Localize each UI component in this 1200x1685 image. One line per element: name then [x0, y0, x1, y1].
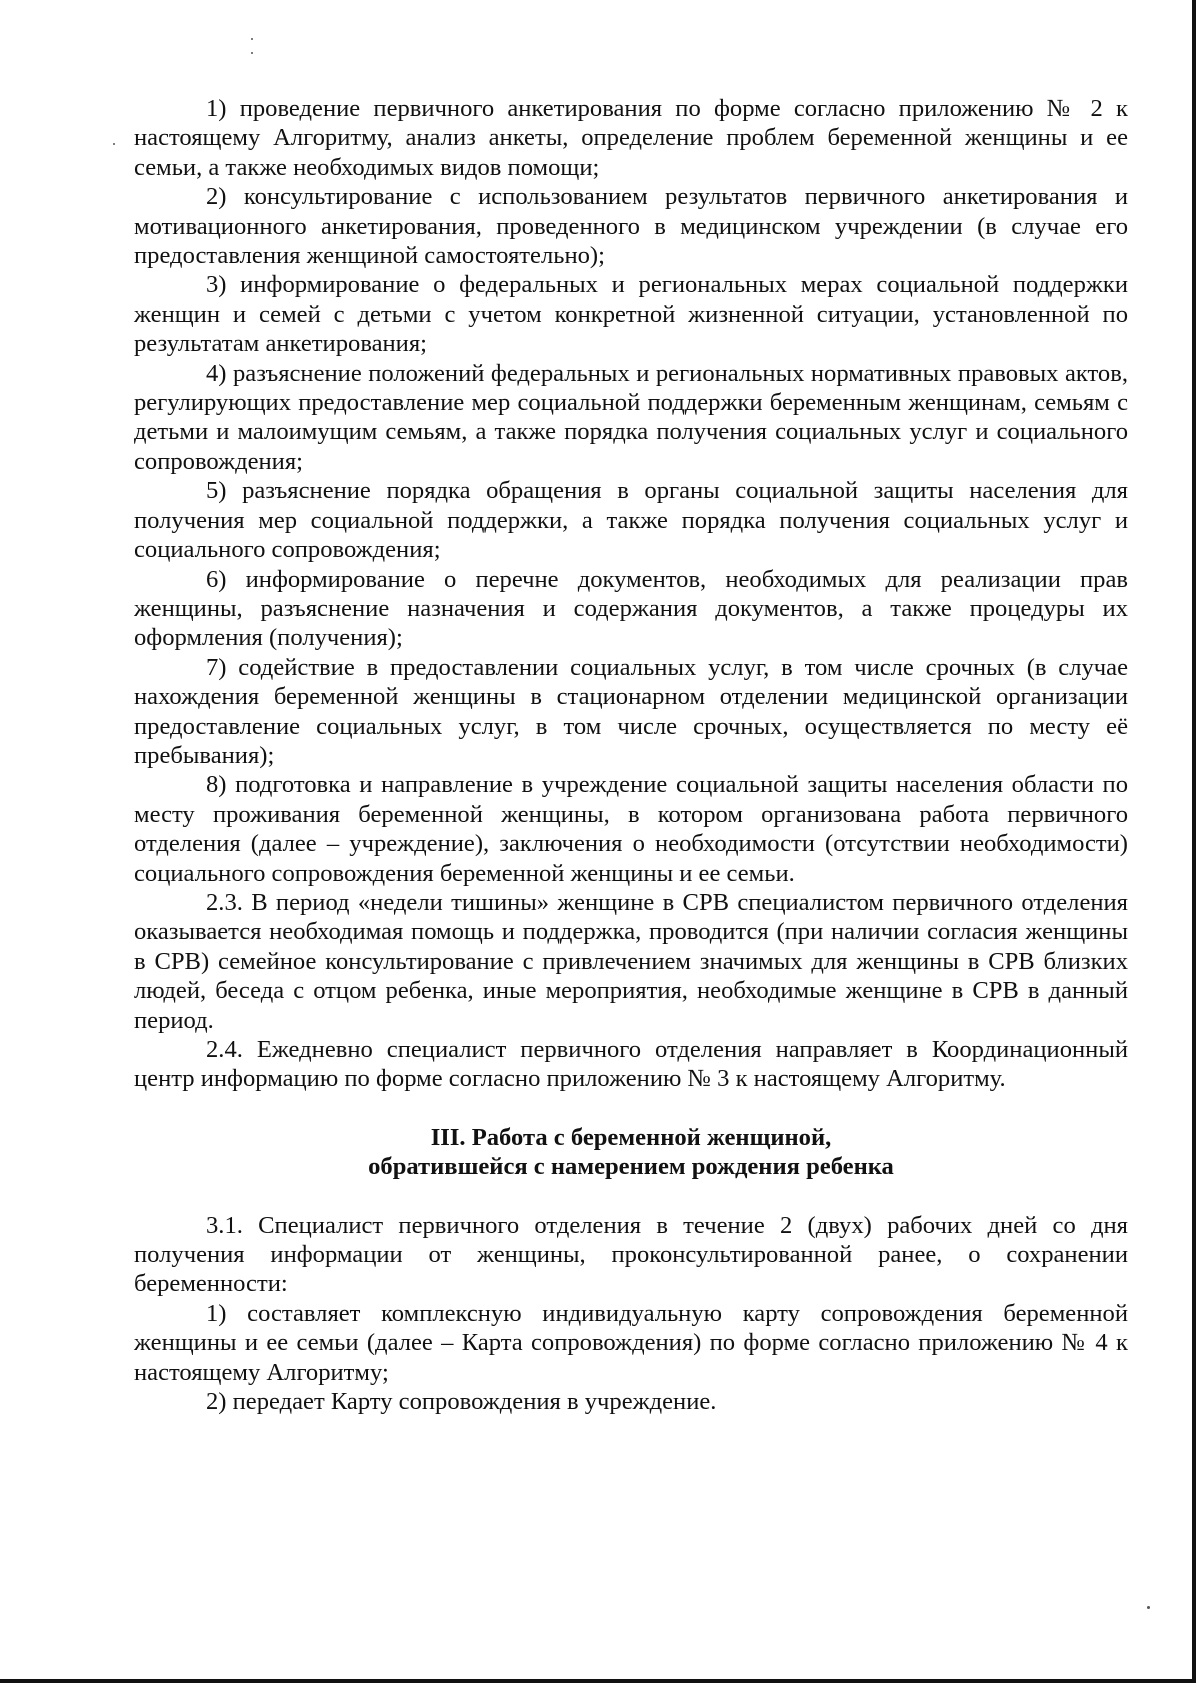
- scan-speck: [113, 143, 115, 145]
- sublist-item-1: 1) составляет комплексную индивидуальную карту сопровождения беременной женщины и ее семьи (далее – Карта сопровождения) по форме согласно приложению № 4 к настоящему Алгоритму;: [134, 1299, 1128, 1386]
- sublist-item-2: 2) передает Карту сопровождения в учреждение.: [206, 1388, 717, 1416]
- scan-speck: [251, 38, 253, 40]
- clause-2-4: 2.4. Ежедневно специалист первичного отделения направляет в Координационный центр информацию по форме согласно приложению № 3 к настоящему Алгоритму.: [134, 1036, 1128, 1093]
- section-heading-line-1: III. Работа с беременной женщиной,: [430, 1123, 832, 1151]
- list-item-4: 4) разъяснение положений федеральных и региональных нормативных правовых актов, регулирующих предоставление мер социальной поддержки беременным женщинам, семьям с детьми и малоимущим семьям, а также порядка получения социальных услуг и социального сопровождения;: [134, 359, 1128, 475]
- scan-speck: [1147, 1606, 1150, 1609]
- clause-2-3: 2.3. В период «недели тишины» женщине в СРВ специалистом первичного отделения оказывается необходимая помощь и поддержка, проводится (при наличии согласия женщины в СРВ) семейное консультирование с привлечением значимых для женщины в СРВ близких людей, беседа с отцом ребенка, иные мероприятия, необходимые женщине в СРВ в данный период.: [134, 888, 1128, 1034]
- section-heading: [134, 1123, 1128, 1182]
- list-item-5: 5) разъяснение порядка обращения в органы социальной защиты населения для получения мер социальной поддержки, а также порядка получения социальных услуг и социального сопровождения;: [134, 477, 1128, 564]
- list-item-3: 3) информирование о федеральных и региональных мерах социальной поддержки женщин и семей с детьми с учетом конкретной жизненной ситуации, установленной по результатам анкетирования;: [134, 271, 1128, 358]
- list-item-6: 6) информирование о перечне документов, необходимых для реализации прав женщины, разъяснение назначения и содержания документов, а также процедуры их оформления (получения);: [134, 565, 1128, 652]
- document-body: [134, 94, 1128, 1416]
- list-item-8: 8) подготовка и направление в учреждение социальной защиты населения области по месту проживания беременной женщины, в котором организована работа первичного отделения (далее – учреждение), заключения о необходимости (отсутствии необходимости) социального сопровождения беременной женщины и ее семьи.: [134, 771, 1128, 887]
- list-item-1: 1) проведение первичного анкетирования по форме согласно приложению № 2 к настоящему Алгоритму, анализ анкеты, определение проблем беременной женщины и ее семьи, а также необходимых видов помощи;: [134, 95, 1128, 181]
- section-heading-line-2: обратившейся с намерением рождения ребенка: [368, 1153, 894, 1181]
- scan-speck: [251, 52, 253, 54]
- list-item-7: 7) содействие в предоставлении социальных услуг, в том числе срочных (в случае нахождения беременной женщины в стационарном отделении медицинской организации предоставление социальных услуг, в том числе срочных, осуществляется по месту её пребывания);: [134, 653, 1128, 769]
- clause-3-1: 3.1. Специалист первичного отделения в течение 2 (двух) рабочих дней со дня получения информации от женщины, проконсультированной ранее, о сохранении беременности:: [134, 1211, 1128, 1298]
- list-item-2: 2) консультирование с использованием результатов первичного анкетирования и мотивационного анкетирования, проведенного в медицинском учреждении (в случае его предоставления женщиной самостоятельно);: [134, 183, 1128, 270]
